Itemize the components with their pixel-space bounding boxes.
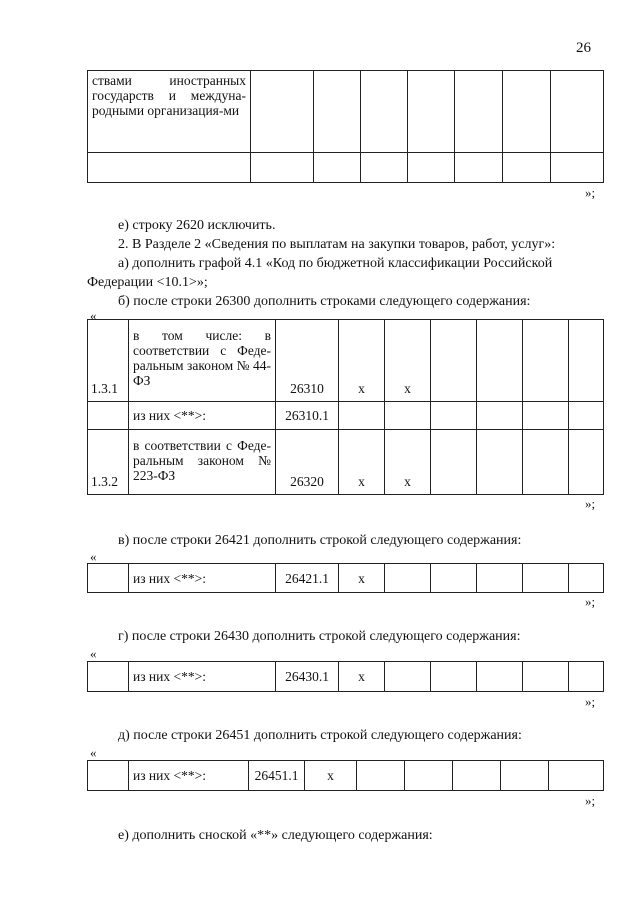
row-code: 26310.1 xyxy=(276,402,339,430)
row-name: в том числе: в соответствии с Феде-ральным законом № 44-ФЗ xyxy=(129,320,276,402)
row-code: 26320 xyxy=(276,430,339,495)
top-table-text-cell xyxy=(88,71,251,153)
table-row xyxy=(88,402,604,430)
para-g: г) после строки 26430 дополнить строкой следующего содержания: xyxy=(118,629,521,644)
open-quote-v: « xyxy=(90,549,97,564)
table-row xyxy=(88,320,604,402)
close-quote-v: »; xyxy=(585,594,596,609)
top-table-text: ствами иностранных государств и междуна-родными организация-ми xyxy=(92,73,246,118)
para-2: 2. В Разделе 2 «Сведения по выплатам на закупки товаров, работ, услуг»: xyxy=(118,237,556,252)
row-number: 1.3.2 xyxy=(88,430,129,495)
page-number: 26 xyxy=(576,40,591,56)
open-quote-g: « xyxy=(90,646,97,661)
table-row xyxy=(88,761,604,791)
table-v xyxy=(87,563,604,593)
table-b xyxy=(87,319,604,495)
table-row xyxy=(88,430,604,495)
para-v: в) после строки 26421 дополнить строкой следующего содержания: xyxy=(118,533,522,548)
row-cell-x1: x xyxy=(339,564,385,593)
row-number: 1.3.1 xyxy=(88,320,129,402)
close-quote-g: »; xyxy=(585,694,596,709)
table-d xyxy=(87,760,604,791)
open-quote-b: « xyxy=(90,308,97,323)
row-cell-x1: x xyxy=(339,320,385,402)
top-close-quote: »; xyxy=(585,185,596,200)
row-cell-x2 xyxy=(385,402,431,430)
row-name: из них <**>: xyxy=(129,662,276,692)
row-cell-x1: x xyxy=(339,662,385,692)
para-e-footnote: е) дополнить сноской «**» следующего содержания: xyxy=(118,828,433,843)
row-name: в соответствии с Феде-ральным законом № 223-ФЗ xyxy=(129,430,276,495)
row-name: из них <**>: xyxy=(129,564,276,593)
row-cell-x1: x xyxy=(305,761,357,791)
row-name: из них <**>: xyxy=(129,761,249,791)
para-a-line1: а) дополнить графой 4.1 «Код по бюджетной классификации Российской xyxy=(118,256,553,271)
row-code: 26421.1 xyxy=(276,564,339,593)
row-cell-x1: x xyxy=(339,430,385,495)
row-code: 26310 xyxy=(276,320,339,402)
row-code: 26430.1 xyxy=(276,662,339,692)
para-b: б) после строки 26300 дополнить строками следующего содержания: xyxy=(118,294,531,309)
top-table xyxy=(87,70,604,183)
row-cell-x2: x xyxy=(385,430,431,495)
open-quote-d: « xyxy=(90,745,97,760)
table-row xyxy=(88,564,604,593)
para-e-remove: е) строку 2620 исключить. xyxy=(118,218,276,233)
row-number xyxy=(88,402,129,430)
table-row xyxy=(88,662,604,692)
para-d: д) после строки 26451 дополнить строкой следующего содержания: xyxy=(118,728,522,743)
close-quote-d: »; xyxy=(585,793,596,808)
table-g xyxy=(87,661,604,692)
row-name: из них <**>: xyxy=(129,402,276,430)
para-a-line2: Федерации <10.1>»; xyxy=(87,275,208,290)
close-quote-b: »; xyxy=(585,496,596,511)
row-code: 26451.1 xyxy=(249,761,305,791)
row-cell-x2: x xyxy=(385,320,431,402)
row-cell-x1 xyxy=(339,402,385,430)
